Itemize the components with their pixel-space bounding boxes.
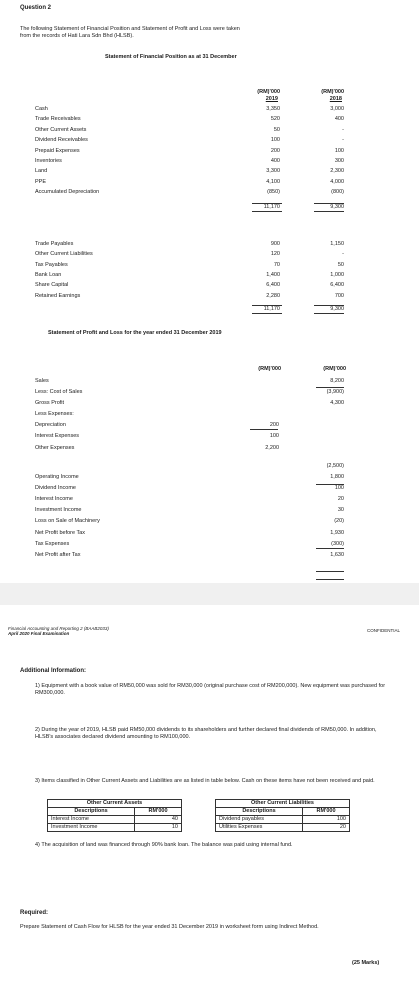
asset-value-2018: 4,000 <box>330 178 344 185</box>
sofp-col-2018-unit: (RM)'000 <box>321 89 344 95</box>
asset-value-2018: 300 <box>334 158 344 164</box>
ocl-unit-header: RM'000 <box>303 808 350 816</box>
asset-label: Land <box>35 168 48 175</box>
liability-value-2018: 700 <box>334 292 344 299</box>
sofp-col-2019-unit: (RM)'000 <box>257 89 280 95</box>
asset-value-2018: 400 <box>334 116 344 123</box>
oca-desc: Investment Income <box>48 824 135 832</box>
pl-row-col2: 100 <box>334 485 344 491</box>
other-assets-table <box>47 799 182 832</box>
sofp-title: Statement of Financial Position as at 31 December <box>105 54 237 60</box>
liability-value-2019: 900 <box>270 241 280 247</box>
pl-col1-header: (RM)'000 <box>258 366 281 372</box>
ocl-value: 100 <box>303 816 350 824</box>
pl-row-col2: 1,930 <box>330 530 344 536</box>
asset-value-2019: (850) <box>267 189 280 196</box>
asset-value-2019: 520 <box>270 116 280 123</box>
pl-title: Statement of Profit and Loss for the year ended 31 December 2019 <box>48 330 222 336</box>
pl-row-label: Sales <box>35 378 49 384</box>
liability-value-2019: 70 <box>273 261 280 268</box>
intro-line-2: from the records of Hati Lara Sdn Bhd (HLSB). <box>20 33 134 39</box>
asset-label: Cash <box>35 106 48 112</box>
liability-value-2019: 120 <box>270 251 280 258</box>
liability-label: Other Current Liabilities <box>35 251 93 258</box>
liability-label: Tax Payables <box>35 261 68 268</box>
pl-row-label: Operating Income <box>35 474 79 480</box>
pl-row-label: Less Expenses: <box>35 411 74 417</box>
asset-label: Accumulated Depreciation <box>35 189 100 196</box>
sofp-year-2018: 2018 <box>329 96 342 102</box>
liability-value-2018: 6,400 <box>330 282 344 289</box>
pl-col2-header: (RM)'000 <box>323 366 346 372</box>
marks: (25 Marks) <box>352 960 380 966</box>
liab-total-line-2018 <box>314 313 344 314</box>
asset-label: Other Current Assets <box>35 126 87 133</box>
table-row <box>216 816 350 824</box>
asset-label: Prepaid Expenses <box>35 147 80 154</box>
pl-expenses-total-line <box>316 484 344 485</box>
additional-item-3: 3) Items classified in Other Current Assets and Liabilities are as listed in table below. Cash on these items have not been received and paid. <box>35 778 375 784</box>
footer-confidential: CONFIDENTIAL <box>367 628 401 633</box>
pl-row-label: Net Profit before Tax <box>35 530 86 536</box>
liab-total-line-2019 <box>252 313 282 314</box>
page-gap <box>0 583 419 605</box>
liability-label: Retained Earnings <box>35 292 81 299</box>
liability-label: Trade Payables <box>35 241 74 247</box>
pl-cos-line <box>316 387 344 388</box>
ocl-header: Other Current Liabilities <box>216 800 350 808</box>
liab-total-2019: 11,170 <box>263 306 280 312</box>
additional-heading: Additional Information: <box>20 668 86 674</box>
pl-row-col1: 2,200 <box>265 445 279 451</box>
oca-desc-header: Descriptions <box>48 808 135 816</box>
table-row <box>48 824 182 832</box>
liability-value-2018: 50 <box>337 261 344 268</box>
asset-label: Trade Receivables <box>35 116 81 123</box>
pl-row-col2: (20) <box>334 518 344 524</box>
asset-value-2019: 3,350 <box>266 106 280 112</box>
pl-expenses-line <box>250 429 278 430</box>
liability-label: Bank Loan <box>35 271 62 278</box>
asset-value-2019: 4,100 <box>266 178 280 185</box>
pl-row-col2: (300) <box>331 541 344 547</box>
required-heading: Required: <box>20 910 49 916</box>
liab-total-2018: 9,300 <box>330 306 344 312</box>
pl-row-col2: 20 <box>337 496 344 502</box>
pl-row-col1: 100 <box>269 433 279 439</box>
other-liabilities-table <box>215 799 350 832</box>
liability-value-2019: 2,280 <box>266 292 280 299</box>
asset-label: Dividend Receivables <box>35 137 88 144</box>
pl-row-col2: 4,300 <box>330 400 344 406</box>
pl-row-col2: 8,200 <box>330 378 344 384</box>
table-row <box>216 824 350 832</box>
liability-label: Share Capital <box>35 282 69 289</box>
liability-value-2019: 6,400 <box>266 282 280 289</box>
assets-total-2018: 9,300 <box>330 204 344 210</box>
intro-line-1: The following Statement of Financial Position and Statement of Profit and Loss were taken <box>20 26 240 32</box>
asset-value-2019: 400 <box>270 158 280 164</box>
footer-course: Financial Accounting and Reporting 2 (BAAB2033) <box>8 626 109 631</box>
asset-value-2018: - <box>342 126 344 133</box>
asset-value-2018: 100 <box>334 147 344 154</box>
asset-label: Inventories <box>35 158 62 164</box>
required-text: Prepare Statement of Cash Flow for HLSB for the year ended 31 December 2019 in worksheet form using Indirect Method. <box>20 924 319 930</box>
assets-total-line-2018 <box>314 211 344 212</box>
pl-row-label: Loss on Sale of Machinery <box>35 518 100 524</box>
ocl-desc: Utilities Expenses <box>216 824 303 832</box>
pl-row-col2: (3,900) <box>326 389 344 395</box>
pl-row-label: Dividend Income <box>35 485 76 491</box>
question-title: Question 2 <box>20 5 52 11</box>
pl-row-label: Interest Income <box>35 496 73 502</box>
ocl-desc: Dividend payables <box>216 816 303 824</box>
pl-tax-line <box>316 571 344 572</box>
pl-row-label: Interest Expenses <box>35 433 80 439</box>
assets-total-2019: 11,170 <box>263 204 280 210</box>
assets-total-line-2019 <box>252 211 282 212</box>
oca-desc: Interest Income <box>48 816 135 824</box>
asset-value-2018: - <box>342 137 344 144</box>
pl-row-col2: 1,630 <box>330 552 344 558</box>
oca-value: 10 <box>135 824 182 832</box>
pl-row-label: Other Expenses <box>35 445 75 451</box>
oca-value: 40 <box>135 816 182 824</box>
ocl-value: 20 <box>303 824 350 832</box>
asset-value-2019: 50 <box>273 126 280 133</box>
pl-row-col2: (2,500) <box>326 463 344 469</box>
pl-row-label: Investment Income <box>35 507 82 513</box>
oca-header: Other Current Assets <box>48 800 182 808</box>
liability-value-2018: 1,000 <box>330 271 344 278</box>
pl-row-col2: 1,800 <box>330 474 344 480</box>
pl-npat-line <box>316 579 344 580</box>
pl-row-label: Tax Expenses <box>35 541 70 547</box>
pl-loss-line <box>316 548 344 549</box>
pl-row-label: Net Profit after Tax <box>35 552 81 558</box>
liability-value-2018: - <box>342 251 344 258</box>
additional-item-2: 2) During the year of 2019, HLSB paid RM50,000 dividends to its shareholders and further declared final dividends of RM50,000. In addition, HLSB's associates declared dividend amounting to RM100,000. <box>35 727 377 740</box>
asset-value-2018: (800) <box>331 189 344 196</box>
table-row <box>48 816 182 824</box>
sofp-year-2019: 2019 <box>265 96 278 102</box>
asset-value-2019: 3,300 <box>266 168 280 175</box>
oca-unit-header: RM'000 <box>135 808 182 816</box>
pl-row-label: Depreciation <box>35 422 66 428</box>
liability-value-2018: 1,150 <box>330 241 344 247</box>
pl-row-col1: 200 <box>269 422 279 428</box>
asset-value-2018: 3,000 <box>330 106 344 112</box>
pl-row-label: Gross Profit <box>35 400 65 406</box>
pl-row-col2: 30 <box>337 507 344 513</box>
footer-exam: April 2020 Final Examination <box>8 631 70 636</box>
asset-label: PPE <box>35 178 47 185</box>
additional-item-4: 4) The acquisition of land was financed through 90% bank loan. The balance was paid using internal fund. <box>35 842 293 848</box>
asset-value-2019: 100 <box>270 137 280 144</box>
asset-value-2018: 2,300 <box>330 168 344 175</box>
asset-value-2019: 200 <box>270 147 280 154</box>
liability-value-2019: 1,400 <box>266 271 280 278</box>
additional-item-1: 1) Equipment with a book value of RM50,000 was sold for RM30,000 (original purchase cost of RM200,000). New equipment was purchased for RM300,000. <box>35 683 386 696</box>
pl-row-label: Less: Cost of Sales <box>35 389 83 395</box>
ocl-desc-header: Descriptions <box>216 808 303 816</box>
